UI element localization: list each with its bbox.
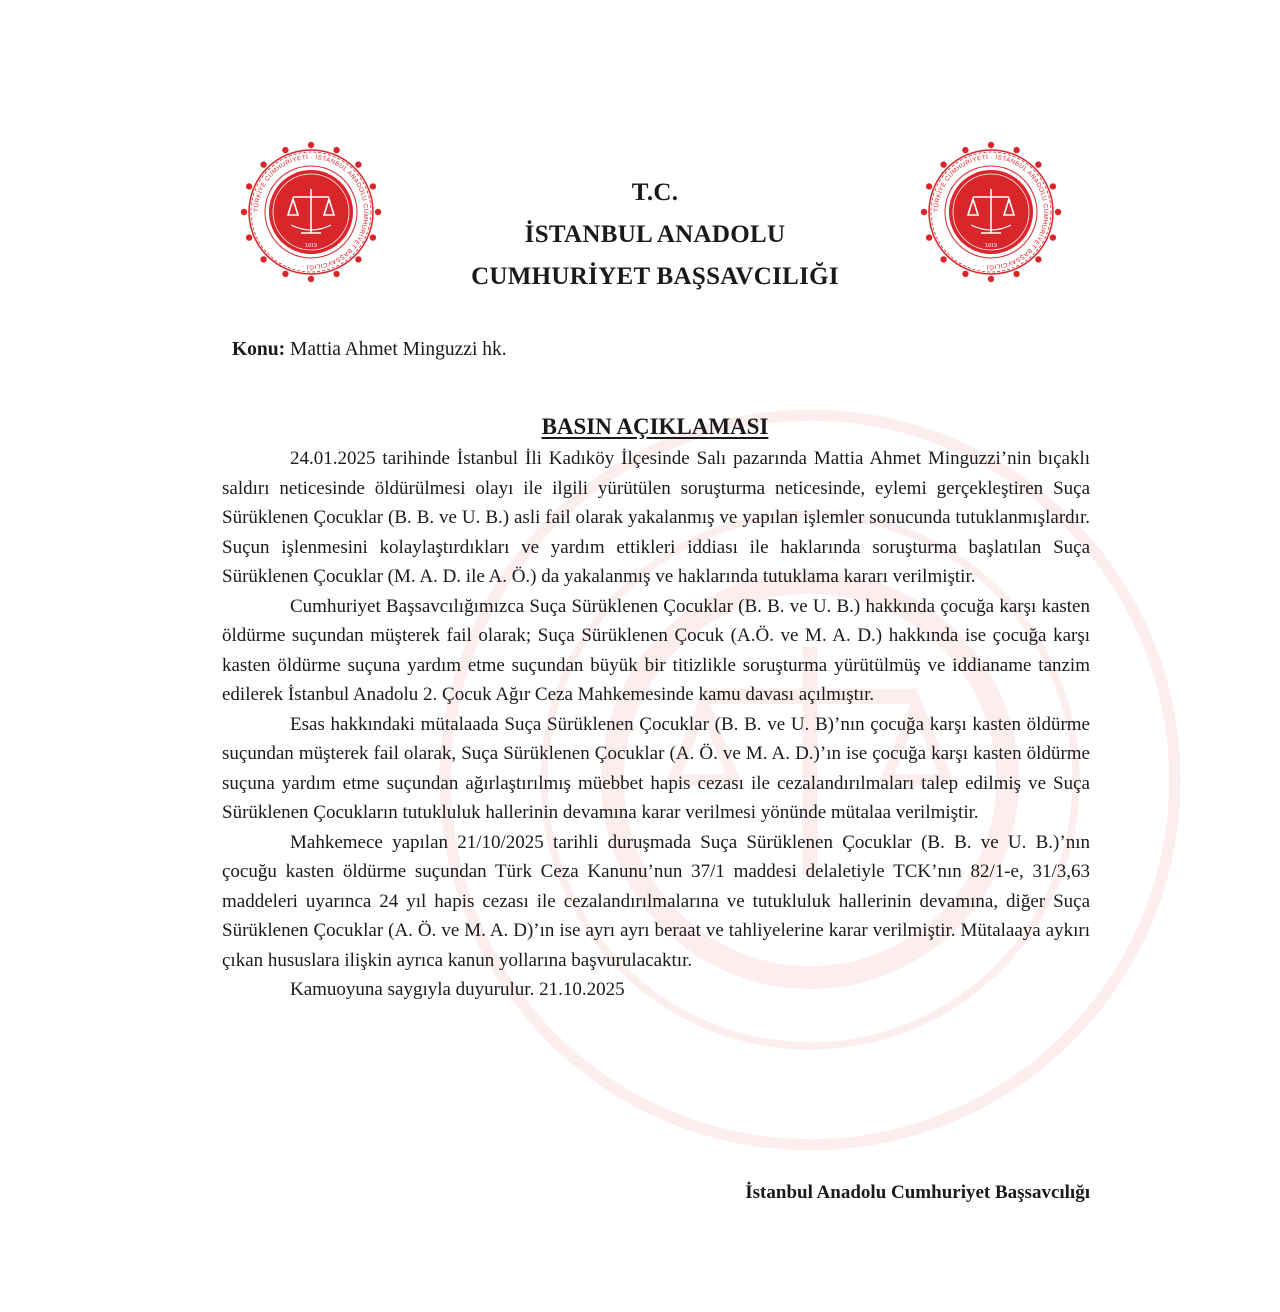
subject-label: Konu: <box>232 339 286 360</box>
seal-right-emblem <box>916 137 1066 287</box>
subject-line <box>232 339 507 361</box>
paragraph-3: Esas hakkındaki mütalaada Suça Sürüklenen Çocuklar (B. B. ve U. B)’nın çocuğa karşı kasten öldürme suçundan müşterek fail olarak, Suça Sürüklenen Çocuklar (A. Ö. ve M. A. D.)’ın ise çocuğa karşı kasten öldürme suçuna yardım etme suçundan ağırlaştırılmış müebbet hapis cezası ile cezalandırılmaları talep edilmiş ve Suça Sürüklenen Çocukların tutukluluk hallerinin devamına karar verilmesi yönünde mütalaa verilmiştir. <box>222 713 1090 823</box>
seal-left-emblem <box>236 137 386 287</box>
header-line-istanbul-anadolu: İSTANBUL ANADOLU <box>524 221 786 248</box>
svg-text:TÜRKİYE CUMHURİYETİ · İSTANBUL: TÜRKİYE CUMHURİYETİ · İSTANBUL ANADOLU CUMHURİYET BAŞSAVCILIĞI · <box>252 153 370 271</box>
svg-text:1919: 1919 <box>984 243 998 249</box>
header-line-cumhuriyet-bassavciligi: CUMHURİYET BAŞSAVCILIĞI <box>471 263 839 290</box>
svg-text:1919: 1919 <box>304 243 318 249</box>
paragraph-1: 24.01.2025 tarihinde İstanbul İli Kadıköy İlçesinde Salı pazarında Mattia Ahmet Minguzzi’nin bıçaklı saldırı neticesinde öldürülmesi olayı ile ilgili yürütülen soruşturma neticesinde, eylemi gerçekleştiren Suça Sürüklenen Çocuklar (B. B. ve U. B.) asli fail olarak yakalanmış ve yapılan işlemler sonucunda tutuklanmışlardır. Suçun işlenmesini kolaylaştırdıkları ve yardım ettikleri iddiası ile haklarında soruşturma başlatılan Suça Sürüklenen Çocuklar (M. A. D. ile A. Ö.) da yakalanmış ve haklarında tutuklama kararı verilmiştir. <box>222 448 1090 587</box>
document-title: BASIN AÇIKLAMASI <box>541 414 769 439</box>
paragraph-4: Mahkemece yapılan 21/10/2025 tarihli duruşmada Suça Sürüklenen Çocuklar (B. B. ve U. B.)’nın çocuğu kasten öldürme suçundan Türk Ceza Kanunu’nun 37/1 maddesi delaletiyle TCK’nın 82/1-e, 31/3,63 maddeleri uyarınca 24 yıl hapis cezası ile cezalandırılmalarına ve tutukluluk hallerinin devamına, diğer Suça Sürüklenen Çocuklar (A. Ö. ve M. A. D)’ın ise ayrı ayrı beraat ve tahliyelerine karar verilmiştir. Mütalaaya aykırı çıkan hususlara ilişkin ayrıca kanun yollarına başvurulacaktır. <box>222 831 1090 971</box>
institution-header <box>400 172 910 298</box>
subject-text: Mattia Ahmet Minguzzi hk. <box>289 339 507 360</box>
paragraph-2: Cumhuriyet Başsavcılığımızca Suça Sürüklenen Çocuklar (B. B. ve U. B.) hakkında çocuğa karşı kasten öldürme suçundan müşterek fail olarak; Suça Sürüklenen Çocuk (A.Ö. ve M. A. D.) hakkında ise çocuğa karşı kasten öldürme suçuna yardım etme suçundan büyük bir titizlikle soruşturma yürütülmüş ve iddianame tanzim edilerek İstanbul Anadolu 2. Çocuk Ağır Ceza Mahkemesinde kamu davası açılmıştır. <box>222 595 1090 705</box>
closing-line: Kamuoyuna saygıyla duyurulur. 21.10.2025 <box>290 979 625 1000</box>
svg-text:TÜRKİYE CUMHURİYETİ · İSTANBUL: TÜRKİYE CUMHURİYETİ · İSTANBUL ANADOLU CUMHURİYET BAŞSAVCILIĞI · <box>932 153 1050 271</box>
statement-body <box>222 444 1090 1005</box>
header-line-tc: T.C. <box>631 179 679 206</box>
signature: İstanbul Anadolu Cumhuriyet Başsavcılığı <box>745 1182 1090 1203</box>
